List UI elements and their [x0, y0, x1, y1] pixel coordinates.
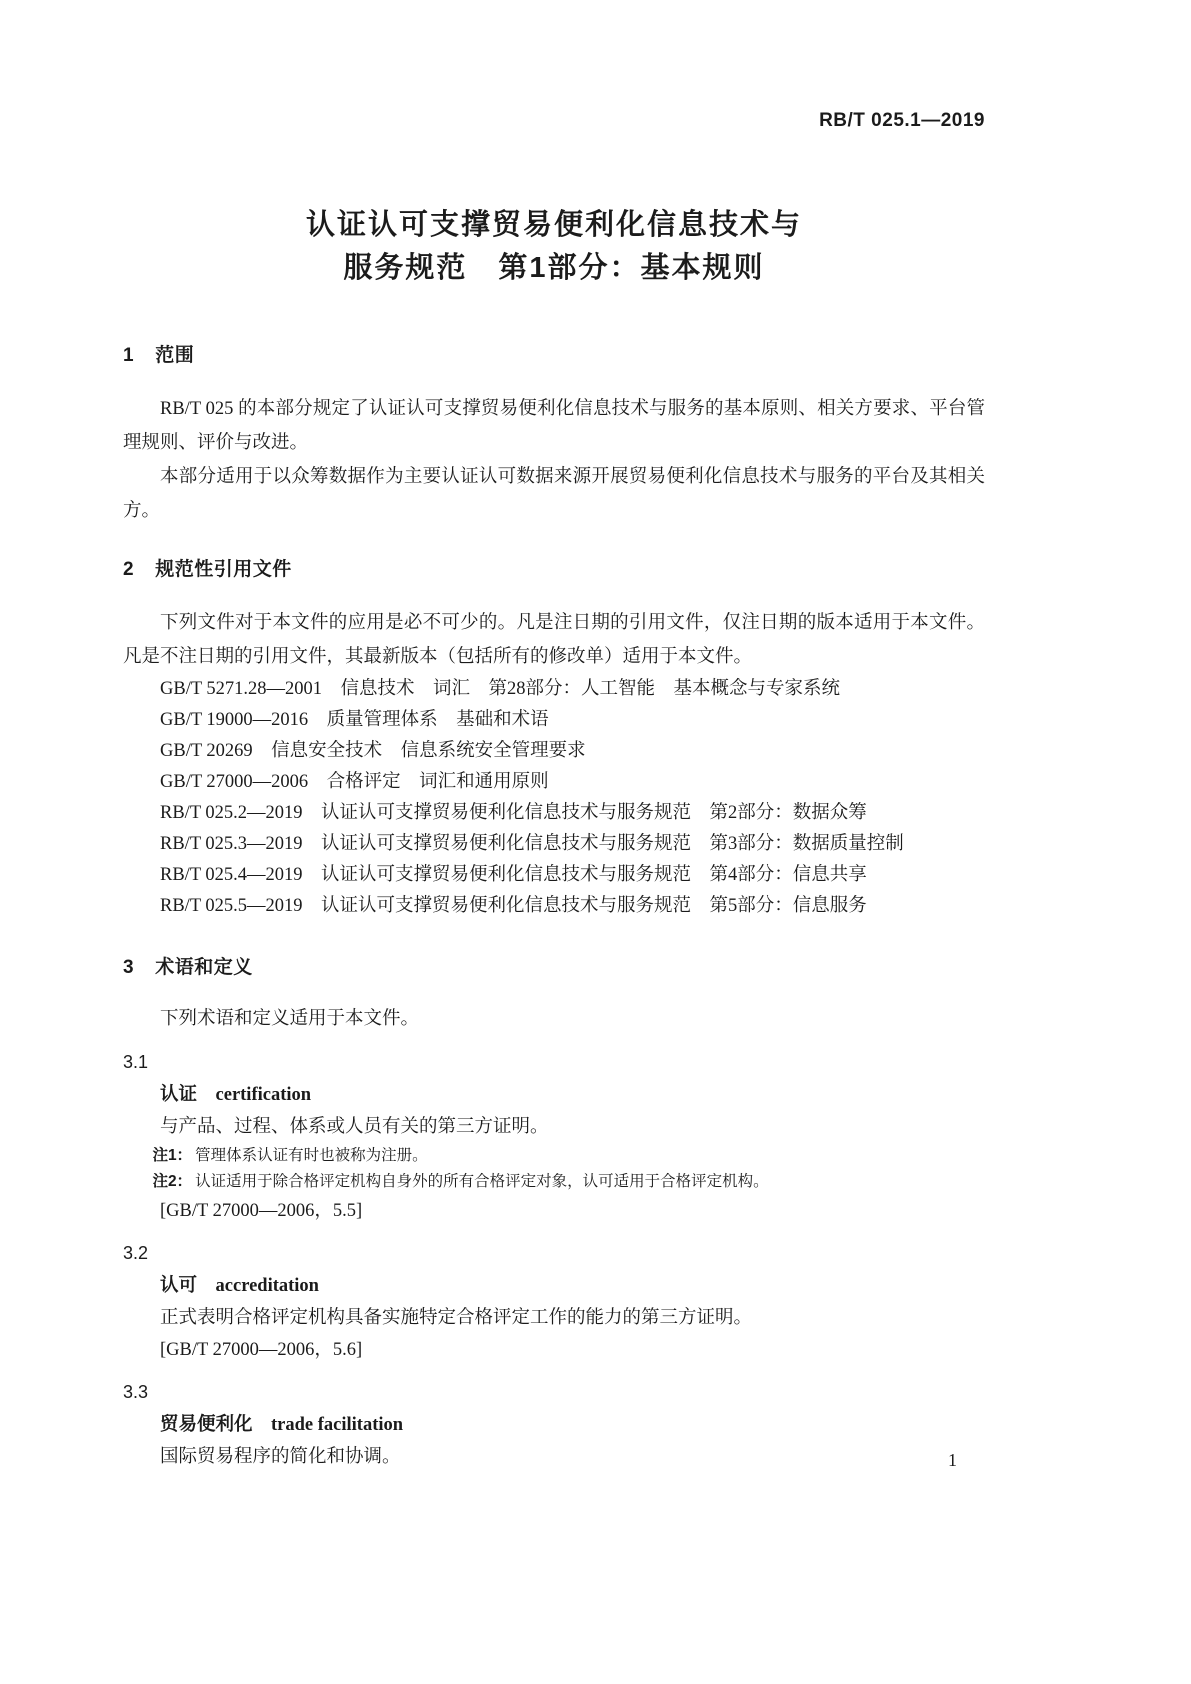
- term-entry-3-3: [123, 1376, 985, 1473]
- title-line-1: 认证认可支撑贸易便利化信息技术与: [305, 209, 802, 241]
- term-en: accreditation: [215, 1276, 319, 1296]
- reference-item: RB/T 025.3—2019 认证认可支撑贸易便利化信息技术与服务规范 第3部分：数据质量控制: [160, 834, 904, 854]
- term-source: [GB/T 27000—2006，5.6]: [160, 1340, 363, 1360]
- term-number: 3.2: [123, 1243, 149, 1263]
- term-note-2: [123, 1169, 985, 1195]
- title-line-2: 服务规范 第1部分：基本规则: [343, 252, 765, 284]
- term-entry-3-2: [123, 1237, 985, 1366]
- note-label: 注1：: [152, 1147, 193, 1164]
- reference-item: RB/T 025.2—2019 认证认可支撑贸易便利化信息技术与服务规范 第2部分：数据众筹: [160, 803, 867, 823]
- section-2-number: 2: [123, 559, 135, 580]
- term-number: 3.1: [123, 1052, 149, 1072]
- document-title: [123, 204, 985, 290]
- note-text: 认证适用于除合格评定机构自身外的所有合格评定对象，认可适用于合格评定机构。: [195, 1173, 769, 1190]
- term-definition: 国际贸易程序的简化和协调。: [160, 1447, 401, 1467]
- reference-item: GB/T 20269 信息安全技术 信息系统安全管理要求: [160, 741, 586, 761]
- reference-item: GB/T 19000—2016 质量管理体系 基础和术语: [160, 710, 549, 730]
- section-2-heading: [123, 558, 985, 582]
- section-1-paragraph-2: 本部分适用于以众筹数据作为主要认证认可数据来源开展贸易便利化信息技术与服务的平台及其相关方。: [123, 467, 985, 521]
- section-3-intro: 下列术语和定义适用于本文件。: [160, 1009, 420, 1029]
- reference-item: GB/T 5271.28—2001 信息技术 词汇 第28部分：人工智能 基本概念与专家系统: [160, 679, 841, 699]
- section-1-title: 范围: [155, 345, 195, 366]
- term-definition: 正式表明合格评定机构具备实施特定合格评定工作的能力的第三方证明。: [160, 1308, 753, 1328]
- term-source: [GB/T 27000—2006，5.5]: [160, 1201, 363, 1221]
- term-note-1: [123, 1143, 985, 1169]
- section-2-paragraph-1: 下列文件对于本文件的应用是必不可少的。凡是注日期的引用文件，仅注日期的版本适用于本文件。凡是不注日期的引用文件，其最新版本（包括所有的修改单）适用于本文件。: [123, 613, 985, 667]
- term-definition: 与产品、过程、体系或人员有关的第三方证明。: [160, 1117, 549, 1137]
- reference-list: [123, 674, 985, 922]
- reference-item: RB/T 025.4—2019 认证认可支撑贸易便利化信息技术与服务规范 第4部分：信息共享: [160, 865, 867, 885]
- page-number: 1: [948, 1450, 957, 1470]
- term-title: [123, 1078, 985, 1111]
- term-zh: 贸易便利化: [160, 1413, 253, 1434]
- term-en: trade facilitation: [271, 1415, 404, 1435]
- term-number: 3.3: [123, 1382, 149, 1402]
- term-en: certification: [215, 1085, 312, 1105]
- term-zh: 认证: [160, 1083, 198, 1104]
- section-1-number: 1: [123, 345, 135, 366]
- term-zh: 认可: [160, 1274, 198, 1295]
- section-1-heading: [123, 344, 985, 368]
- section-3-title: 术语和定义: [155, 957, 253, 978]
- term-title: [123, 1269, 985, 1302]
- term-title: [123, 1408, 985, 1441]
- section-3-number: 3: [123, 957, 135, 978]
- reference-item: GB/T 27000—2006 合格评定 词汇和通用原则: [160, 772, 549, 792]
- page-content: [123, 0, 985, 1473]
- section-3-heading: [123, 956, 985, 980]
- section-1-paragraph-1: RB/T 025 的本部分规定了认证认可支撑贸易便利化信息技术与服务的基本原则、相关方要求、平台管理规则、评价与改进。: [123, 399, 985, 453]
- section-2-title: 规范性引用文件: [155, 559, 292, 580]
- note-text: 管理体系认证有时也被称为注册。: [195, 1147, 428, 1164]
- reference-item: RB/T 025.5—2019 认证认可支撑贸易便利化信息技术与服务规范 第5部分：信息服务: [160, 896, 867, 916]
- note-label: 注2：: [152, 1173, 193, 1190]
- term-entry-3-1: [123, 1046, 985, 1227]
- standard-number: RB/T 025.1—2019: [819, 110, 985, 131]
